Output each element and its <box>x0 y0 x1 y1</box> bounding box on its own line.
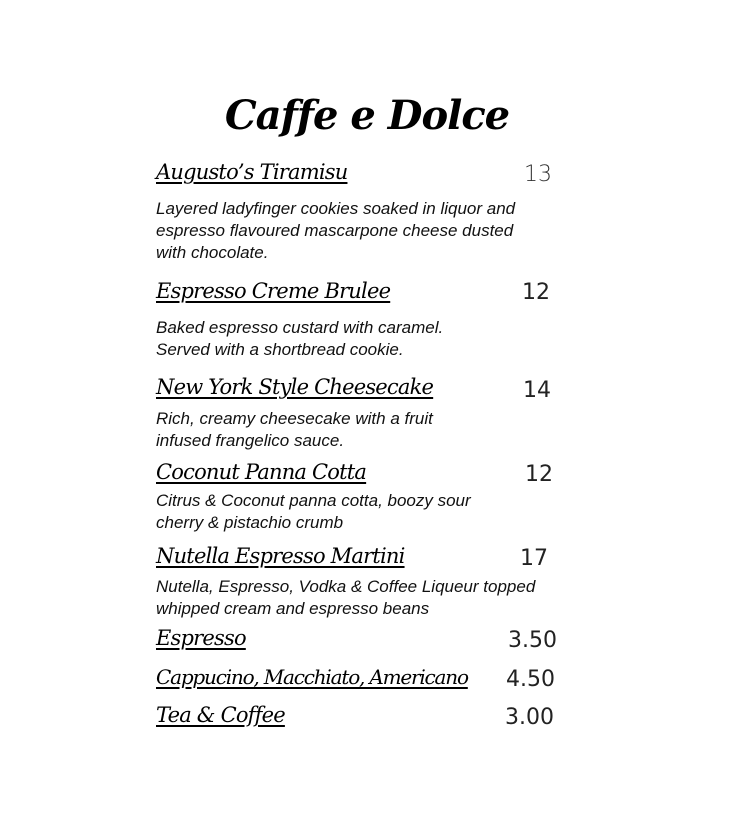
item-description-tiramisu: Layered ladyfinger cookies soaked in liquor and espresso flavoured mascarpone cheese dusted with chocolate. <box>156 199 516 262</box>
item-description-creme-brulee: Baked espresso custard with caramel. Served with a shortbread cookie. <box>156 318 444 359</box>
drink-price-espresso: 3.50 <box>508 628 557 653</box>
item-price-tiramisu: 13 <box>524 162 552 187</box>
item-description-panna-cotta: Citrus & Coconut panna cotta, boozy sour cherry & pistachio crumb <box>156 491 471 532</box>
item-price-cheesecake: 14 <box>523 378 551 403</box>
item-price-espresso-martini: 17 <box>520 546 548 571</box>
drink-name-tea-coffee: Tea & Coffee <box>156 703 285 727</box>
item-name-espresso-martini: Nutella Espresso Martini <box>156 544 405 568</box>
item-price-creme-brulee: 12 <box>522 280 550 305</box>
item-name-panna-cotta: Coconut Panna Cotta <box>156 460 367 484</box>
item-description-cheesecake: Rich, creamy cheesecake with a fruit infused frangelico sauce. <box>156 409 433 450</box>
menu-title: Caffe e Dolce <box>224 92 510 139</box>
drink-name-espresso: Espresso <box>156 626 246 650</box>
item-name-creme-brulee: Espresso Creme Brulee <box>156 279 391 303</box>
item-description-espresso-martini: Nutella, Espresso, Vodka & Coffee Liqueur topped whipped cream and espresso beans <box>156 577 536 618</box>
drink-price-cappuccino: 4.50 <box>506 667 555 692</box>
drink-price-tea-coffee: 3.00 <box>505 705 554 730</box>
item-price-panna-cotta: 12 <box>525 462 553 487</box>
item-name-tiramisu: Augusto’s Tiramisu <box>156 160 348 184</box>
item-name-cheesecake: New York Style Cheesecake <box>156 375 434 399</box>
drink-name-cappuccino: Cappucino, Macchiato, Americano <box>156 665 468 689</box>
